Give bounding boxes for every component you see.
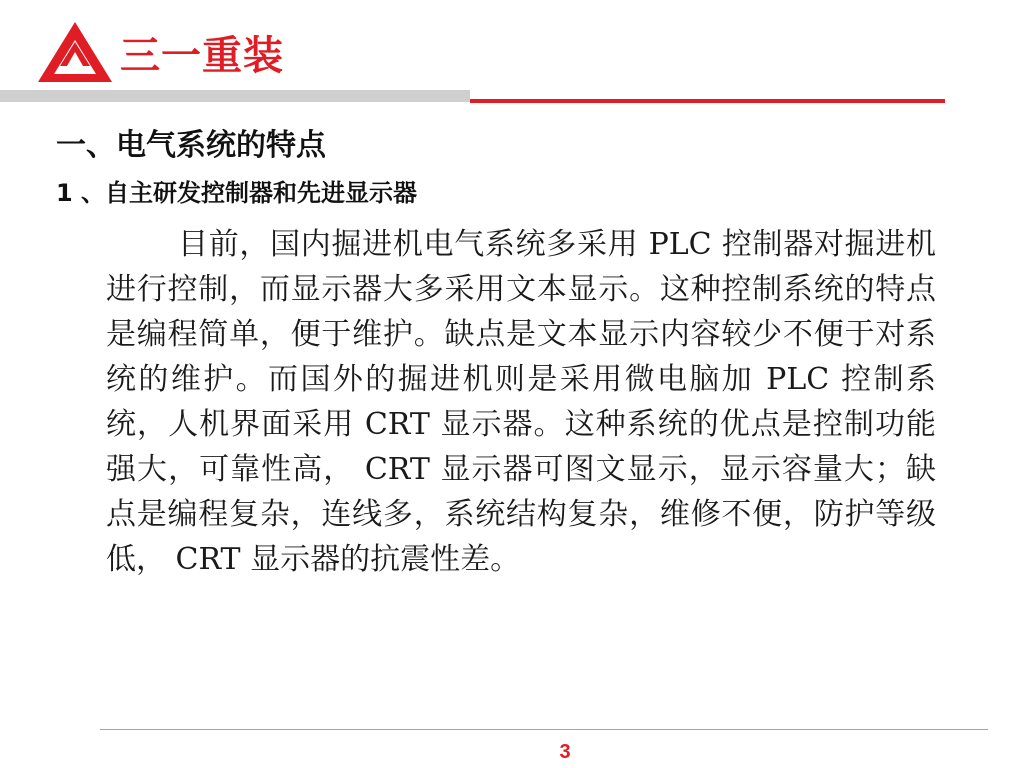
header-divider-red	[470, 99, 945, 103]
brand-name: 三一重装	[120, 33, 284, 79]
header-divider-gray	[0, 90, 470, 102]
section-heading: 一、电气系统的特点	[56, 128, 326, 163]
sany-triangle-logo-icon	[36, 20, 114, 84]
footer-divider	[100, 729, 988, 730]
subsection-heading: 1 、自主研发控制器和先进显示器	[56, 179, 418, 207]
slide-header	[0, 0, 1024, 110]
page-number: 3	[559, 741, 571, 763]
body-paragraph: 目前，国内掘进机电气系统多采用 PLC 控制器对掘进机进行控制，而显示器大多采用文本显示。这种控制系统的特点是编程简单，便于维护。缺点是文本显示内容较少不便于对系统的维护。而国外的掘进机则是采用微电脑加 PLC 控制系统，人机界面采用 CRT 显示器。这种系统的优点是控制功能强大，可靠性高， CRT 显示器可图文显示，显示容量大；缺点是编程复杂，连线多，系统结构复杂，维修不便，防护等级低， CRT 显示器的抗震性差。	[106, 227, 936, 577]
